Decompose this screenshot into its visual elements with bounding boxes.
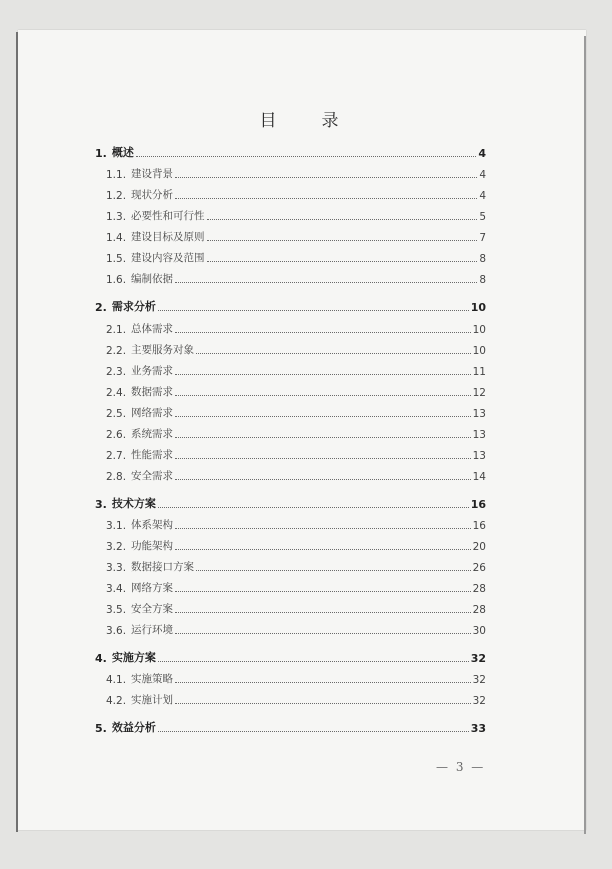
toc-entry [106,404,486,420]
toc-entry [106,186,486,202]
toc-entry-page: 8 [479,274,486,286]
toc-entry-page: 4 [478,147,486,160]
toc-entry-title: 建设目标及原则 [131,231,205,243]
toc-entry [106,691,486,707]
toc-entry-page: 10 [470,301,486,314]
toc-entry-number: 5. [95,722,107,735]
toc-leader-dots [158,310,469,311]
toc-entry [95,495,486,511]
toc-leader-dots [175,416,471,417]
toc-leader-dots [175,437,471,438]
toc-entry-page: 33 [470,722,486,735]
toc-entry-number: 1.1. [106,169,127,181]
toc-entry [106,249,486,265]
toc-entry-title: 性能需求 [131,449,174,461]
toc-entry-number: 4.1. [106,674,127,686]
toc-entry [106,467,486,483]
toc-entry-title: 需求分析 [111,300,156,313]
toc-entry-number: 3.5. [106,604,127,616]
toc-entry-number: 2.1. [106,324,127,336]
toc-leader-dots [158,507,469,508]
toc-entry [106,621,486,637]
toc-entry [106,320,486,336]
page-title: 目 录 [259,111,353,131]
toc-leader-dots [175,633,471,634]
toc-entry-title: 系统需求 [131,428,174,440]
toc-entry-title: 实施方案 [111,651,156,664]
toc-leader-dots [207,261,478,262]
toc-entry-number: 4. [95,652,107,665]
toc-entry-number: 3.6. [106,625,127,637]
toc-entry-title: 建设背景 [131,168,174,180]
toc-entry [106,270,486,286]
toc-entry-number: 1.6. [106,274,127,286]
toc-entry-page: 32 [470,652,486,665]
toc-entry-page: 28 [472,604,486,616]
toc-leader-dots [175,395,471,396]
toc-entry-page: 4 [479,190,486,202]
toc-entry-page: 26 [472,562,486,574]
toc-entry-number: 1. [95,147,107,160]
toc-entry-title: 实施计划 [131,694,174,706]
toc-entry-title: 功能架构 [131,540,174,552]
toc-entry-title: 主要服务对象 [131,344,195,356]
toc-entry-page: 10 [472,345,486,357]
toc-leader-dots [196,353,471,354]
toc-entry-page: 14 [472,471,486,483]
toc-leader-dots [175,549,471,550]
toc-entry [95,719,486,735]
toc-leader-dots [158,731,469,732]
toc-entry-title: 安全需求 [131,470,174,482]
toc-leader-dots [136,156,477,157]
toc-entry [106,425,486,441]
toc-entry-number: 2.4. [106,387,127,399]
toc-entry-number: 1.5. [106,253,127,265]
toc-leader-dots [196,570,471,571]
toc-entry-title: 必要性和可行性 [131,210,205,222]
toc-entry-page: 32 [472,674,486,686]
toc-entry [106,341,486,357]
toc-entry-number: 2.7. [106,450,127,462]
toc-entry-page: 13 [472,408,486,420]
toc-entry-page: 13 [472,429,486,441]
toc-entry [106,228,486,244]
toc-entry [106,383,486,399]
toc-leader-dots [158,661,469,662]
toc-entry-title: 网络方案 [131,582,174,594]
toc-entry-number: 2.6. [106,429,127,441]
page-number: — 3 — [436,760,486,774]
toc-leader-dots [175,479,471,480]
toc-leader-dots [175,374,471,375]
toc-entry-number: 2.5. [106,408,127,420]
toc-entry-title: 网络需求 [131,407,174,419]
toc-entry-page: 7 [479,232,486,244]
toc-entry-page: 20 [472,541,486,553]
toc-entry-number: 1.3. [106,211,127,223]
toc-entry-title: 概述 [111,146,134,159]
toc-entry-title: 数据需求 [131,386,174,398]
toc-entry-page: 28 [472,583,486,595]
toc-entry-page: 11 [472,366,486,378]
toc-entry-title: 技术方案 [111,497,156,510]
toc-entry-title: 效益分析 [111,721,156,734]
toc-entry-page: 32 [472,695,486,707]
toc-entry-number: 3.1. [106,520,127,532]
toc-leader-dots [175,528,471,529]
toc-entry-page: 30 [472,625,486,637]
toc-entry [106,165,486,181]
toc-entry-number: 3.4. [106,583,127,595]
toc-leader-dots [175,682,471,683]
toc-entry [106,362,486,378]
toc-entry-number: 2.2. [106,345,127,357]
toc-entry-number: 2.8. [106,471,127,483]
toc-entry [106,558,486,574]
toc-entry-number: 3. [95,498,107,511]
toc-entry [95,298,486,314]
toc-leader-dots [175,591,471,592]
toc-entry [95,144,486,160]
toc-entry-number: 1.4. [106,232,127,244]
toc-entry-number: 2. [95,301,107,314]
toc-entry-title: 数据接口方案 [131,561,195,573]
toc-entry [106,600,486,616]
toc-entry [106,537,486,553]
toc-leader-dots [175,703,471,704]
toc-entry [95,649,486,665]
toc-leader-dots [175,458,471,459]
toc-entry [106,579,486,595]
toc-leader-dots [175,612,471,613]
toc-entry-title: 实施策略 [131,673,174,685]
toc-leader-dots [175,282,477,283]
toc-leader-dots [175,198,477,199]
toc-leader-dots [207,219,478,220]
toc-entry-title: 业务需求 [131,365,174,377]
toc-entry-number: 3.2. [106,541,127,553]
toc-entry-page: 5 [479,211,486,223]
toc-entry-page: 4 [479,169,486,181]
toc-entry-page: 16 [470,498,486,511]
toc-entry [106,516,486,532]
toc-entry-title: 总体需求 [131,323,174,335]
toc-entry [106,207,486,223]
toc-entry-number: 3.3. [106,562,127,574]
toc-entry-number: 2.3. [106,366,127,378]
toc-entry-page: 13 [472,450,486,462]
toc-entry-number: 1.2. [106,190,127,202]
toc-entry-page: 16 [472,520,486,532]
toc-entry-title: 安全方案 [131,603,174,615]
toc-entry [106,446,486,462]
toc-entry-number: 4.2. [106,695,127,707]
toc-entry-page: 8 [479,253,486,265]
toc-entry-title: 体系架构 [131,519,174,531]
toc-entry [106,670,486,686]
toc-entry-title: 现状分析 [131,189,174,201]
toc-entry-title: 建设内容及范围 [131,252,205,264]
toc-entry-title: 运行环境 [131,624,174,636]
toc-leader-dots [175,332,471,333]
toc-leader-dots [175,177,477,178]
toc-entry-title: 编制依据 [131,273,174,285]
toc-entry-page: 10 [472,324,486,336]
toc-leader-dots [207,240,478,241]
toc-entry-page: 12 [472,387,486,399]
